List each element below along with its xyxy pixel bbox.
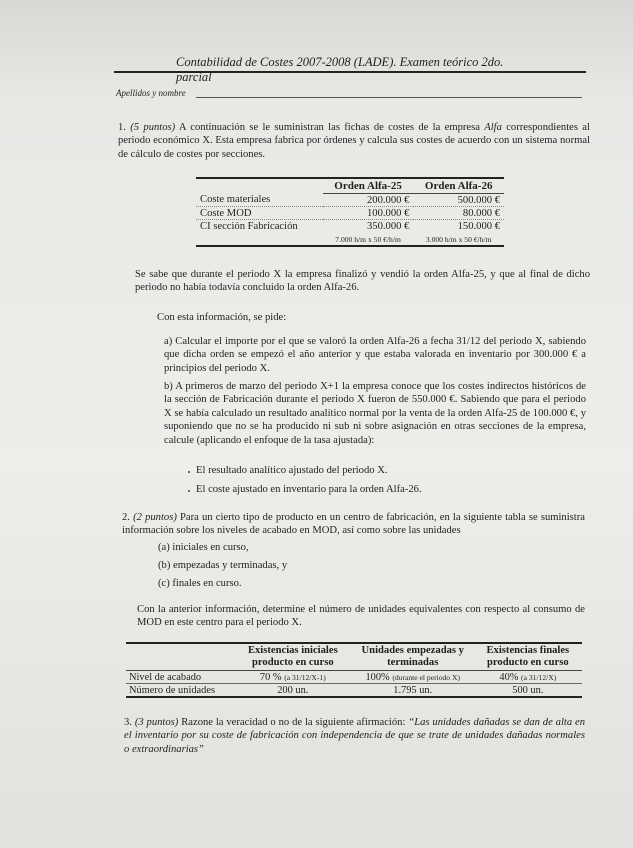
table-cell	[352, 671, 474, 684]
q3-quote: “Las unidades dañadas se dan de alta en el inventario por su coste de fabricación con independencia de que se trate de unidades dañadas normales o extraordinarias”	[124, 717, 585, 755]
table-cell: 200.000 €	[323, 194, 414, 207]
q2-units-table	[126, 642, 582, 698]
table-row	[196, 220, 504, 233]
table-row	[126, 684, 582, 698]
table-cell: Coste MOD	[196, 207, 323, 220]
cell-note: (a 31/12/X-1)	[284, 672, 326, 682]
q1-cost-table	[196, 177, 504, 247]
q2-item-a: (a) iniciales en curso,	[158, 542, 249, 553]
bullet-icon	[188, 490, 190, 492]
table-footnote: 7.000 h/m x 50 €/h/m	[323, 232, 414, 246]
bullet-icon	[188, 471, 190, 473]
table-cell: 500.000 €	[413, 194, 504, 207]
q2-table-header: Existencias iniciales producto en curso	[234, 643, 352, 671]
title-rule	[114, 71, 586, 73]
q2-table-header: Existencias finales producto en curso	[474, 643, 582, 671]
table-row	[126, 671, 582, 684]
q1-company: Alfa	[484, 122, 502, 133]
name-line	[196, 97, 582, 98]
table-cell: 350.000 €	[367, 220, 410, 232]
table-cell	[234, 671, 352, 684]
q1-intro	[118, 121, 590, 161]
table-row-label: Nivel de acabado	[126, 671, 234, 684]
table-row	[196, 207, 504, 220]
q3-number: 3.	[124, 717, 132, 728]
table-cell: 80.000 €	[413, 207, 504, 220]
q3-intro: Razone la veracidad o no de la siguiente afirmación:	[181, 717, 406, 728]
table-cell: 500 un.	[474, 684, 582, 698]
q1-bullet-1: El resultado analítico ajustado del periodo X.	[196, 465, 388, 476]
q2-number: 2.	[122, 512, 130, 523]
q1-intro-a: A continuación se le suministran las fichas de costes de la empresa	[178, 122, 480, 133]
table-cell: 200 un.	[234, 684, 352, 698]
cell-value: 70 %	[259, 671, 282, 683]
q1-paragraph-3: Con esta información, se pide:	[157, 312, 287, 323]
table-cell: 100.000 €	[323, 207, 414, 220]
q1-item-b: b) A primeros de marzo del periodo X+1 la empresa conoce que los costes indirectos históricos de la sección de Fabricación durante el periodo X fueron de 550.000 €. Sabiendo que para el periodo X se había calculado un resultado analítico normal por la venta de la orden Alfa-25 de 100.000 €, y suponiendo que no se ha producido ni sub ni sobre asignación en otras secciones de la empresa, calcule (aplicando el enfoque de la tasa ajustada):	[164, 381, 586, 446]
q2-intro	[122, 511, 585, 538]
q1-item-a: a) Calcular el importe por el que se valoró la orden Alfa-26 a fecha 31/12 del periodo X, sabiendo que dicha orden se empezó el año anterior y que estaba valorada en inventario por 300.000 € a principios del periodo X.	[164, 336, 586, 374]
cell-value: 100%	[365, 671, 390, 683]
q2-points: (2 puntos)	[133, 512, 177, 523]
table-row	[196, 232, 504, 246]
q3-points: (3 puntos)	[134, 717, 179, 728]
table-row-label: Número de unidades	[126, 684, 234, 698]
table-cell: Coste materiales	[196, 194, 323, 207]
q2-paragraph-2: Con la anterior información, determine el número de unidades equivalentes con respecto al consumo de MOD en este centro para el periodo X.	[137, 604, 585, 629]
q3-text	[124, 716, 585, 756]
q2-table-header: Unidades empezadas y terminadas	[352, 643, 474, 671]
q2-table-header	[126, 643, 234, 671]
q1-points: (5 puntos)	[130, 122, 176, 133]
table-cell: 150.000 €	[457, 220, 500, 232]
table-row	[196, 194, 504, 207]
table-cell	[474, 671, 582, 684]
exam-title: Contabilidad de Costes 2007-2008 (LADE). Examen teórico 2do. parcial	[176, 55, 504, 84]
cell-note: (durante el periodo X)	[392, 672, 461, 682]
q1-paragraph-2: Se sabe que durante el periodo X la empresa finalizó y vendió la orden Alfa-25, y que al final de dicho periodo no había todavía concluido la orden Alfa-26.	[135, 269, 590, 294]
table-footnote: 3.000 h/m x 50 €/h/m	[413, 232, 504, 246]
name-label: Apellidos y nombre	[116, 88, 186, 98]
q2-item-c: (c) finales en curso.	[158, 578, 242, 589]
table-cell: CI sección Fabricación	[200, 220, 298, 232]
q1-table-header: Orden Alfa-26	[413, 179, 504, 194]
q1-number: 1.	[118, 122, 126, 133]
q1-intro-b: correspondientes al periodo económico X. Esta empresa fabrica por órdenes y calcula sus costes de acuerdo con un sistema normal de cálculo de costes por secciones.	[118, 122, 590, 160]
q1-table-header: Orden Alfa-25	[323, 179, 414, 194]
table-cell: 1.795 un.	[352, 684, 474, 698]
q2-intro-text: Para un cierto tipo de producto en un centro de fabricación, en la siguiente tabla se suministra información sobre los niveles de acabado en MOD, así como sobre las unidades	[122, 512, 585, 537]
q2-item-b: (b) empezadas y terminadas, y	[158, 560, 288, 571]
cell-value: 40%	[499, 671, 519, 683]
cell-note: (a 31/12/X)	[521, 672, 557, 682]
q1-table-header	[196, 179, 323, 194]
q1-bullet-2: El coste ajustado en inventario para la orden Alfa-26.	[196, 484, 422, 495]
